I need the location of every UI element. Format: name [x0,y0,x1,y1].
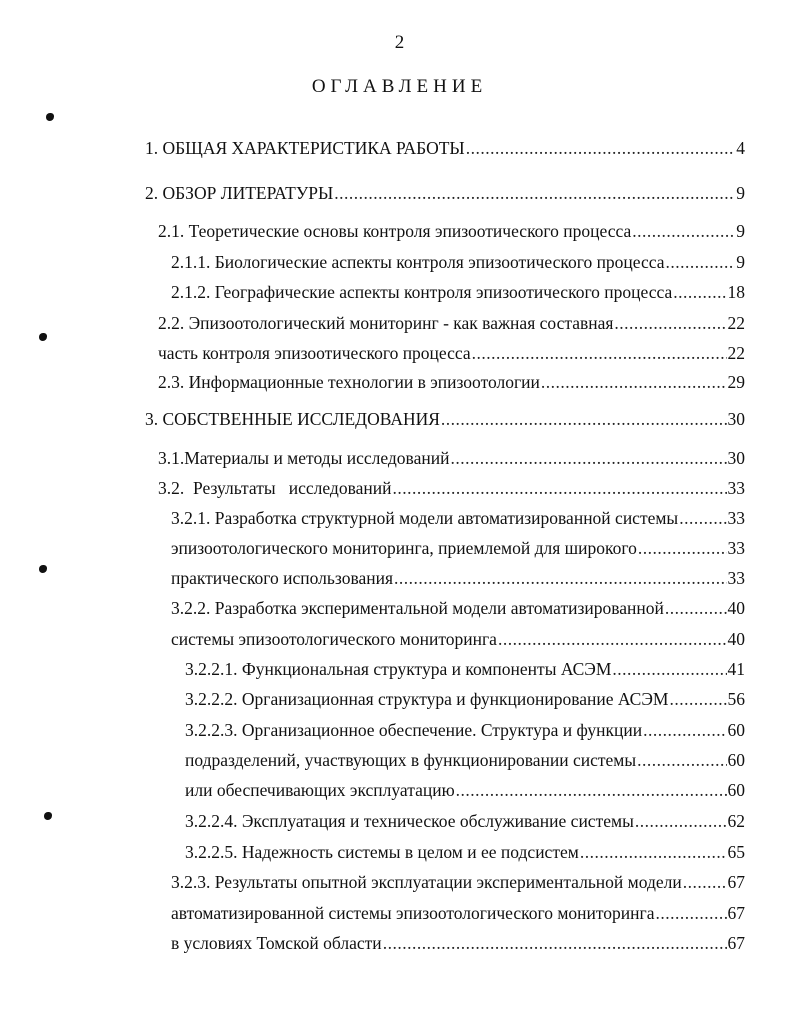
toc-entry[interactable] [171,931,745,955]
toc-leader-dots [498,627,727,651]
toc-leader-dots [683,870,727,894]
toc-leader-dots [665,596,727,620]
toc-entry[interactable] [171,250,745,274]
toc-entry-page: 67 [727,903,745,923]
toc-entry[interactable] [171,596,745,620]
toc-entry-text: автоматизированной системы эпизоотологического мониторинга [171,903,655,923]
toc-leader-dots [334,181,735,205]
toc-entry-text: 2.1.2. Географические аспекты контроля эпизоотического процесса [171,282,673,302]
toc-entry[interactable] [185,778,745,802]
toc-leader-dots [394,566,726,590]
toc-entry-text: 2.1. Теоретические основы контроля эпизоотического процесса [158,221,632,241]
toc-entry-page: 40 [727,629,745,649]
toc-entry-text: 3.2.2.3. Организационное обеспечение. Структура и функции [185,720,643,740]
toc-leader-dots [466,136,736,160]
toc-entry-page: 33 [727,538,745,558]
toc-entry[interactable] [171,627,745,651]
toc-entry[interactable] [145,136,745,160]
toc-entry-text: системы эпизоотологического мониторинга [171,629,497,649]
toc-entry-page: 67 [727,933,745,953]
toc-entry-text: 3.2.2. Разработка экспериментальной модели автоматизированной [171,598,664,618]
toc-leader-dots [472,341,727,365]
toc-leader-dots [392,476,726,500]
toc-leader-dots [669,687,726,711]
toc-leader-dots [643,718,726,742]
toc-entry[interactable] [171,870,745,894]
toc-entry-page: 65 [727,842,745,862]
toc-entry-page: 9 [736,221,745,241]
toc-entry-text: 2.1.1. Биологические аспекты контроля эпизоотического процесса [171,252,665,272]
toc-entry-text: часть контроля эпизоотического процесса [158,343,471,363]
toc-entry-page: 40 [727,598,745,618]
toc-leader-dots [655,901,726,925]
toc-entry-page: 30 [727,448,745,468]
toc-entry-text: подразделений, участвующих в функционировании системы [185,750,637,770]
toc-entry[interactable] [171,506,745,530]
toc-entry-page: 4 [736,138,745,158]
toc-entry-text: 3.1.Материалы и методы исследований [158,448,450,468]
toc-entry[interactable] [158,341,745,365]
toc-leader-dots [450,446,726,470]
toc-entry[interactable] [158,370,745,394]
toc-entry-page: 33 [727,568,745,588]
toc-leader-dots [383,931,727,955]
toc-entry[interactable] [171,566,745,590]
toc-entry-page: 41 [727,659,745,679]
toc-leader-dots [441,407,727,431]
toc-entry-text: 3.2.2.1. Функциональная структура и компоненты АСЭМ [185,659,612,679]
toc-entry-text: 3.2.1. Разработка структурной модели автоматизированной системы [171,508,679,528]
toc-entry[interactable] [171,536,745,560]
toc-leader-dots [637,748,726,772]
toc-entry-page: 60 [727,720,745,740]
toc-entry[interactable] [185,748,745,772]
toc-leader-dots [679,506,726,530]
toc-entry-page: 29 [727,372,745,392]
toc-entry-text: 3.2.3. Результаты опытной эксплуатации экспериментальной модели [171,872,682,892]
page-number: 2 [394,32,405,53]
toc-entry-page: 22 [727,343,745,363]
toc-entry-page: 60 [727,750,745,770]
toc-leader-dots [580,840,727,864]
toc-entry-page: 30 [727,409,745,429]
toc-leader-dots [673,280,726,304]
toc-entry[interactable] [185,657,745,681]
toc-entry-text: практического использования [171,568,394,588]
toc-entry-page: 33 [727,508,745,528]
toc-entry[interactable] [158,311,745,335]
toc-entry[interactable] [171,901,745,925]
toc-entry[interactable] [158,446,745,470]
toc-entry-text: 3.2.2.5. Надежность системы в целом и ее подсистем [185,842,579,862]
toc-entry-page: 18 [727,282,745,302]
toc-entry-page: 33 [727,478,745,498]
toc-leader-dots [632,219,735,243]
toc-entry-text: 3.2. Результаты исследований [158,478,392,498]
toc-entry-text: 1. ОБЩАЯ ХАРАКТЕРИСТИКА РАБОТЫ [145,138,465,158]
toc-leader-dots [614,311,726,335]
toc-entry-text: 2. ОБЗОР ЛИТЕРАТУРЫ [145,183,334,203]
toc-entry-page: 22 [727,313,745,333]
toc-leader-dots [638,536,727,560]
toc-entry-page: 56 [727,689,745,709]
toc-entry[interactable] [145,407,745,431]
toc-entry[interactable] [185,809,745,833]
toc-entry[interactable] [185,840,745,864]
toc-entry-text: 3.2.2.2. Организационная структура и функционирование АСЭМ [185,689,669,709]
toc-entry-text: эпизоотологического мониторинга, приемлемой для широкого [171,538,637,558]
toc-entry[interactable] [171,280,745,304]
toc-entry-page: 67 [727,872,745,892]
toc-entry-text: 2.3. Информационные технологии в эпизоотологии [158,372,540,392]
toc-entry[interactable] [158,219,745,243]
toc-leader-dots [541,370,727,394]
toc-leader-dots [635,809,727,833]
toc-entry-page: 9 [736,183,745,203]
toc-entry[interactable] [145,181,745,205]
toc-leader-dots [666,250,736,274]
toc-entry-text: или обеспечивающих эксплуатацию [185,780,455,800]
toc-leader-dots [456,778,727,802]
toc-entry-page: 60 [727,780,745,800]
toc-entry-page: 62 [727,811,745,831]
toc-entry[interactable] [185,718,745,742]
toc-entry-text: в условиях Томской области [171,933,382,953]
toc-entry-page: 9 [736,252,745,272]
toc-leader-dots [612,657,726,681]
toc-entry-text: 3. СОБСТВЕННЫЕ ИССЛЕДОВАНИЯ [145,409,440,429]
toc-entry-text: 3.2.2.4. Эксплуатация и техническое обслуживание системы [185,811,634,831]
toc-entry-text: 2.2. Эпизоотологический мониторинг - как важная составная [158,313,614,333]
toc-entry[interactable] [158,476,745,500]
toc-entry[interactable] [185,687,745,711]
page-title: ОГЛАВЛЕНИЕ [311,76,488,97]
